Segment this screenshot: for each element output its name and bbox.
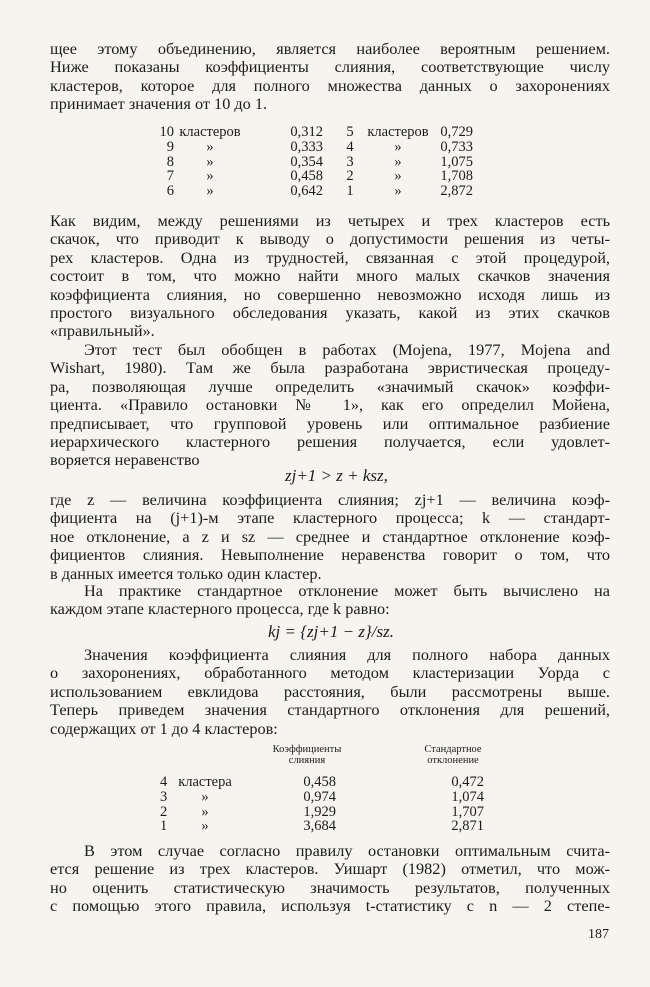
text-line: фициентов слияния. Невыполнение неравенства говорит о том, что: [50, 546, 610, 565]
paragraph-definitions: [50, 491, 610, 583]
formula-inequality: zj+1 > z + ksz,: [285, 466, 388, 485]
text-line: ется решение из трех кластеров. Уишарт (1982) отметил, что мож-: [50, 860, 610, 879]
table-cell: »: [394, 168, 402, 185]
table-cell: »: [394, 183, 402, 200]
table-cell: 0,974: [303, 788, 336, 805]
text-line: Теперь приведем значения стандартного отклонения для решений,: [50, 701, 610, 720]
text-line: циента. «Правило остановки № 1», как его определил Мойена,: [50, 396, 610, 415]
table-row: [152, 184, 473, 199]
table-cell: 0,729: [440, 124, 473, 140]
table-row: [160, 819, 484, 834]
table-cell: 0,333: [290, 138, 323, 155]
column-header-coefficients: [262, 744, 352, 766]
table-cell: кластеров: [179, 124, 241, 140]
table-cell: 0,312: [290, 124, 323, 140]
table-cell: 3: [346, 153, 354, 170]
paragraph-conclusion: [50, 842, 610, 916]
table-cell: 2,872: [440, 183, 473, 200]
table-cell: 7: [166, 168, 174, 185]
text-line: коэффициента слияния, но совершенно невозможно исходя лишь из: [50, 285, 610, 304]
table-cell: 4: [346, 138, 354, 155]
table-cell: 2: [160, 803, 168, 820]
table-cell: »: [201, 788, 209, 805]
table-cell: 1,707: [451, 803, 484, 820]
table-cell: 0,472: [451, 774, 484, 790]
table-row: [160, 775, 484, 790]
paragraph-values: [50, 646, 610, 738]
text-line: в данных имеется только один кластер.: [50, 564, 322, 583]
text-line: «правильный».: [50, 322, 155, 341]
text-line: ное отклонение, а z и sz — среднее и стандартное отклонение коэф-: [50, 527, 610, 546]
table-cell: 0,642: [290, 183, 323, 200]
table-cell: 6: [166, 183, 174, 200]
table-cell: 8: [166, 153, 174, 170]
merge-coefficients-table: [152, 125, 473, 199]
table-row: [160, 805, 484, 820]
text-line: Этот тест был обобщен в работах (Mojena, 1977, Mojena and: [84, 341, 610, 359]
text-line: простого визуального обследования указать, какой из этих скачков: [50, 303, 610, 322]
table-cell: »: [201, 803, 209, 820]
table-row: [152, 140, 473, 155]
header-line: слияния: [288, 755, 326, 766]
text-line: содержащих от 1 до 4 кластеров:: [50, 719, 278, 738]
text-line: ра, позволяющая лучше определить «значимый скачок» коэффи-: [50, 377, 610, 396]
header-line: отклонение: [427, 755, 479, 766]
formula-k: kj = {zj+1 − z}/sz.: [268, 622, 394, 641]
text-line: фициента на (j+1)-м этапе кластерного процесса; k — стандарт-: [50, 509, 610, 528]
text-line: Wishart, 1980). Там же была разработана эвристическая процеду-: [50, 359, 610, 378]
table-cell: 10: [159, 124, 174, 140]
text-line: иерархического кластерного решения получается, если удовлет-: [50, 432, 610, 451]
paragraph-practice: [50, 582, 610, 619]
table-cell: 0,354: [290, 153, 323, 170]
table-cell: 9: [166, 138, 174, 155]
table-cell: 1,708: [440, 168, 473, 185]
text-line: Ниже показаны коэффициенты слияния, соответствующие числу: [50, 58, 610, 77]
table-cell: 2: [346, 168, 354, 185]
text-line: предписывает, что групповой уровень или оптимальное разбиение: [50, 414, 610, 433]
header-line: Стандартное: [424, 744, 482, 755]
text-line: состоит в том, что можно найти много малых скачков значения: [50, 267, 610, 286]
text-line: рех кластеров. Одна из трудностей, связанная с этой процедурой,: [50, 248, 610, 267]
table-cell: »: [394, 153, 402, 170]
text-line: Значения коэффициента слияния для полного набора данных: [84, 646, 610, 664]
text-line: с помощью этого правила, используя t-статистику с n — 2 степе-: [50, 897, 610, 916]
table-row: [152, 155, 473, 170]
text-line: где z — величина коэффициента слияния; zj+1 — величина коэф-: [50, 491, 610, 509]
text-line: кластеров, которое для полного множества данных о захоронениях: [50, 76, 610, 95]
table-cell: кластера: [178, 774, 232, 790]
table-cell: 1,929: [303, 803, 336, 820]
text-line: принимает значения от 10 до 1.: [50, 95, 268, 114]
table-row: [160, 790, 484, 805]
table-cell: 0,458: [290, 168, 323, 185]
table-cell: 4: [160, 774, 168, 790]
header-line: Коэффициенты: [272, 744, 342, 755]
table-row: [152, 125, 473, 140]
table-cell: 3,684: [303, 818, 336, 835]
text-line: скачок, что приводит к выводу о допустимости решения из четы-: [50, 230, 610, 249]
text-line: каждом этапе кластерного процесса, где k равно:: [50, 600, 390, 619]
table-cell: 2,871: [451, 818, 484, 835]
table-cell: 1,075: [440, 153, 473, 170]
table-cell: »: [206, 153, 214, 170]
text-line: о захоронениях, обработанного методом кластеризации Уорда с: [50, 664, 610, 683]
table-cell: 1: [160, 818, 168, 835]
column-header-std-deviation: [416, 744, 490, 766]
text-line: щее этому объединению, является наиболее вероятным решением.: [50, 40, 610, 58]
table-cell: 1,074: [451, 788, 484, 805]
table-cell: 1: [346, 183, 354, 200]
table-cell: »: [206, 183, 214, 200]
text-line: В этом случае согласно правилу остановки оптимальным счита-: [84, 842, 610, 860]
table-cell: кластеров: [367, 124, 429, 140]
text-line: но оценить статистическую значимость результатов, полученных: [50, 878, 610, 897]
table-cell: »: [201, 818, 209, 835]
paragraph-intro: [50, 40, 610, 114]
text-line: воряется неравенство: [50, 451, 200, 470]
table-row: [152, 169, 473, 184]
text-line: использованием евклидова расстояния, были рассмотрены выше.: [50, 682, 610, 701]
table-cell: »: [206, 168, 214, 185]
paragraph-jump: [50, 212, 610, 341]
text-line: На практике стандартное отклонение может быть вычислено на: [84, 582, 610, 600]
page-number: 187: [588, 927, 609, 942]
paragraph-mojena: [50, 341, 610, 470]
table-cell: »: [206, 138, 214, 155]
table-cell: 0,458: [303, 774, 336, 790]
table-cell: 3: [160, 788, 168, 805]
std-deviation-table: [160, 775, 484, 834]
table-cell: 0,733: [440, 138, 473, 155]
table-cell: »: [394, 138, 402, 155]
text-line: Как видим, между решениями из четырех и трех кластеров есть: [50, 212, 610, 230]
table-cell: 5: [346, 124, 354, 140]
